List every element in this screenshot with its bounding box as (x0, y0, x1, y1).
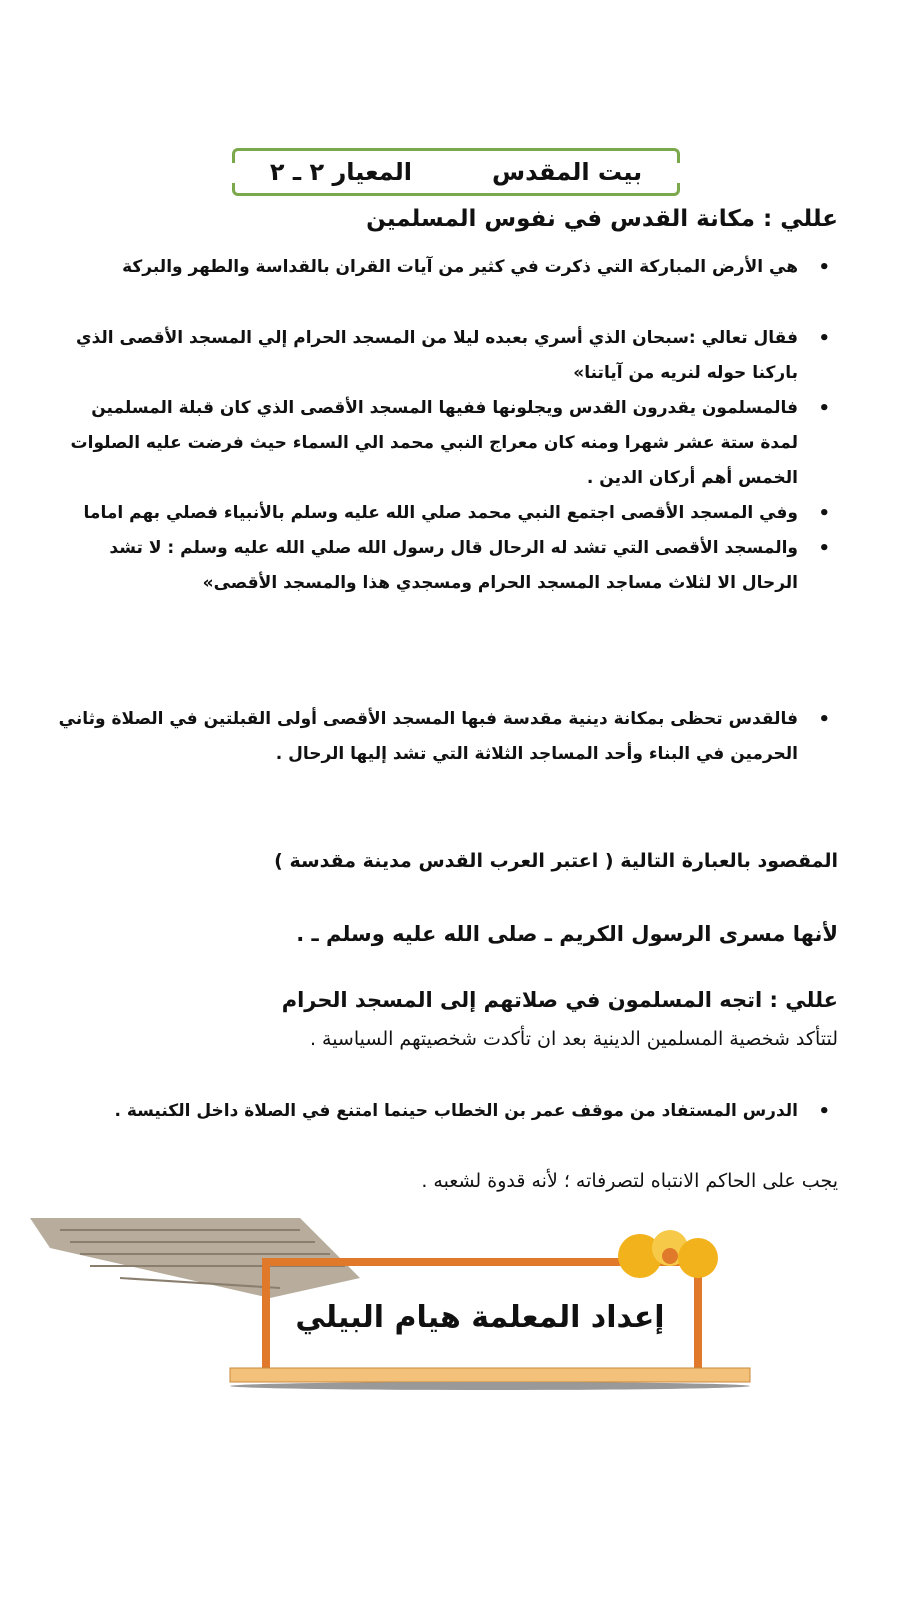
section4-question-wrap (58, 1094, 838, 1129)
section1-bullets (58, 250, 838, 601)
list-item: • فقال تعالي :سبحان الذي أسري بعبده ليلا من المسجد الحرام إلي المسجد الأقصى الذي باركنا حوله لنريه من آياتنا» (76, 328, 830, 383)
list-item: • فالمسلمون يقدرون القدس ويجلونها ففيها المسجد الأقصى الذي كان قبلة المسلمين لمدة ستة عشر شهرا ومنه كان معراج النبي محمد الي السماء حيث فرضت عليه الصلوات الخمس أهم أركان الدين . (70, 398, 830, 488)
section4-question: • الدرس المستفاد من موقف عمر بن الخطاب حينما امتنع في الصلاة داخل الكنيسة . (114, 1101, 830, 1122)
list-item: • هي الأرض المباركة التي ذكرت في كثير من آيات القران بالقداسة والطهر والبركة (122, 257, 830, 278)
summary-item: • فالقدس تحظى بمكانة دينية مقدسة فبها المسجد الأقصى أولى القبلتين في الصلاة وثاني الحرمين في البناء وأحد المساجد الثلاثة التي تشد إليها الرحال . (58, 709, 830, 764)
section2-question: المقصود بالعبارة التالية ( اعتبر العرب القدس مدينة مقدسة ) (274, 850, 838, 872)
section3-question: عللي : اتجه المسلمون في صلاتهم إلى المسجد الحرام (281, 988, 838, 1012)
title-standard: المعيار ٢ ـ ٢ (269, 158, 412, 186)
footer-frame (30, 1218, 760, 1398)
section1-list-wrap (58, 250, 838, 601)
flower-icon (618, 1230, 718, 1278)
section3-answer: لتتأكد شخصية المسلمين الدينية بعد ان تأكدت شخصيتهم السياسية . (309, 1028, 838, 1050)
list-item: • وفي المسجد الأقصى اجتمع النبي محمد صلي الله عليه وسلم بالأنبياء فصلي بهم اماما (83, 503, 830, 524)
title-box (232, 148, 680, 196)
summary-list (58, 702, 838, 772)
list-item: • والمسجد الأقصى التي تشد له الرحال قال رسول الله صلي الله عليه وسلم : لا تشد الرحال الا لثلاث مساجد المسجد الحرام ومسجدي هذا والمسجد الأقصى» (109, 538, 830, 593)
section2-answer: لأنها مسرى الرسول الكريم ـ صلى الله عليه وسلم ـ . (296, 922, 838, 946)
author-name: إعداد المعلمة هيام البيلي (295, 1300, 665, 1335)
section4-answer: يجب على الحاكم الانتباه لتصرفاته ؛ لأنه قدوة لشعبه . (421, 1170, 838, 1192)
section4-list (58, 1094, 838, 1129)
section1-summary-wrap (58, 702, 838, 772)
title-subject: بيت المقدس (491, 158, 643, 186)
section1-heading: عللي : مكانة القدس في نفوس المسلمين (366, 206, 838, 232)
